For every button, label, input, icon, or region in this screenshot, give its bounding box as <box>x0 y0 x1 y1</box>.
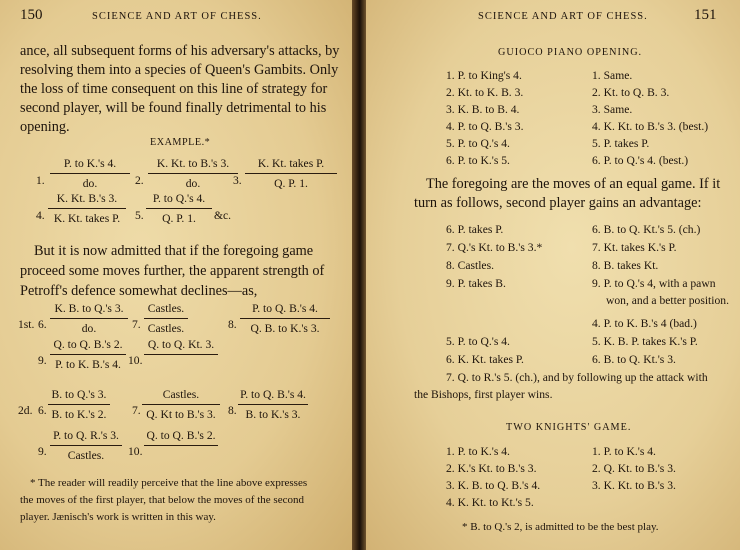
move-fraction <box>144 303 188 334</box>
move-fraction <box>50 303 128 334</box>
page-number-left: 150 <box>20 7 43 23</box>
move-black: 3. Same. <box>592 103 633 116</box>
move-top: Q. to Q. Kt. 3. <box>147 338 215 351</box>
footnote-line: the moves of the first player, that below the moves of the second <box>20 494 304 506</box>
move-number: 6. <box>38 318 47 331</box>
move-black: 1. P. to K.'s 4. <box>592 445 656 458</box>
move-top: Q. to Q. B.'s 2. <box>146 429 216 442</box>
move-black: 4. P. to K. B.'s 4 (bad.) <box>592 317 697 330</box>
move-fraction <box>50 339 126 370</box>
move-white: 7. Q.'s Kt. to B.'s 3.* <box>446 241 543 254</box>
move-bottom: B. to K.'s 3. <box>245 407 301 421</box>
move-number: 5. <box>135 209 144 222</box>
move-fraction <box>48 389 110 420</box>
move-white: 9. P. takes B. <box>446 277 506 290</box>
move-white: 4. K. Kt. to Kt.'s 5. <box>446 496 534 509</box>
move-top: P. to Q. B.'s 4. <box>252 302 318 315</box>
move-black: 5. P. takes P. <box>592 137 650 150</box>
running-head-right: SCIENCE AND ART OF CHESS. <box>478 11 648 22</box>
move-top: P. to Q. B.'s 4. <box>240 388 306 401</box>
move-white: 1. P. to K.'s 4. <box>446 445 510 458</box>
move-white: 5. P. to Q.'s 4. <box>446 335 510 348</box>
move-black: 2. Q. Kt. to B.'s 3. <box>592 462 676 475</box>
footnote: * B. to Q.'s 2, is admitted to be the best play. <box>462 521 659 533</box>
move-black: 6. P. to Q.'s 4. (best.) <box>592 154 689 167</box>
move-fraction <box>48 193 126 224</box>
intro-line: opening. <box>20 119 70 135</box>
move-top: K. B. to Q.'s 3. <box>54 302 124 315</box>
intro-line: the loss of time consequent on this line of strategy for <box>20 81 328 97</box>
move-fraction <box>238 389 308 420</box>
move-top: P. to Q. R.'s 3. <box>53 429 119 442</box>
move-white: 3. K. B. to B. 4. <box>446 103 520 116</box>
move-bottom: do. <box>82 176 98 190</box>
move-number: 1. <box>36 174 45 187</box>
running-head-left: SCIENCE AND ART OF CHESS. <box>92 11 262 22</box>
move-number: 10. <box>128 445 143 458</box>
move-top: Q. to Q. B.'s 2. <box>53 338 123 351</box>
mid-line: The foregoing are the moves of an equal game. If it <box>426 176 721 192</box>
move-black: 6. B. to Q. Kt.'s 3. <box>592 353 676 366</box>
mid-line: Petroff's defence somewhat declines—as, <box>20 283 258 299</box>
move-top: K. Kt. takes P. <box>257 157 325 170</box>
move-black: 1. Same. <box>592 69 633 82</box>
page-number-right: 151 <box>694 7 717 23</box>
left-page <box>0 0 352 550</box>
move-top: Castles. <box>162 388 200 401</box>
mid-line: proceed some moves further, the apparent strength of <box>20 263 325 279</box>
footnote-line: * The reader will readily perceive that the line above expresses <box>30 477 308 489</box>
move-fraction <box>148 158 238 189</box>
move-fraction <box>144 430 218 450</box>
move-black: 2. Kt. to Q. B. 3. <box>592 86 670 99</box>
variation-label: 2d. <box>18 404 33 417</box>
move-white: 6. P. to K.'s 5. <box>446 154 510 167</box>
move-top: B. to Q.'s 3. <box>51 388 107 401</box>
move-black: 7. Kt. takes K.'s P. <box>592 241 677 254</box>
move-number: 6. <box>38 404 47 417</box>
right-page <box>366 0 740 550</box>
move-bottom: K. Kt. takes P. <box>53 211 121 225</box>
intro-line: resolving them into a species of Queen's Gambits. Only <box>20 62 339 78</box>
move-note: won, and a better position. <box>606 294 729 307</box>
move-black: 4. K. Kt. to B.'s 3. (best.) <box>592 120 709 133</box>
move-top: K. Kt. B.'s 3. <box>56 192 118 205</box>
move-fraction <box>50 158 130 189</box>
move-number: 8. <box>228 404 237 417</box>
move-top: K. Kt. to B.'s 3. <box>156 157 230 170</box>
move-number: 3. <box>233 174 242 187</box>
move-white: 6. K. Kt. takes P. <box>446 353 524 366</box>
move-top: Castles. <box>147 302 185 315</box>
move-bottom: do. <box>81 321 97 335</box>
move-number: 9. <box>38 354 47 367</box>
etc-mark: &c. <box>214 209 232 222</box>
move-white: 2. K.'s Kt. to B.'s 3. <box>446 462 537 475</box>
move-number: 9. <box>38 445 47 458</box>
move-fraction <box>240 303 330 334</box>
opening-title: GUIOCO PIANO OPENING. <box>498 47 643 58</box>
move-bottom: Q. P. 1. <box>162 211 196 225</box>
knights-title: TWO KNIGHTS' GAME. <box>506 422 632 433</box>
move-bottom: Castles. <box>147 321 185 335</box>
move-white: 8. Castles. <box>446 259 494 272</box>
move-bottom: P. to K. B.'s 4. <box>55 357 121 371</box>
move-bottom: Castles. <box>67 448 105 462</box>
move-number: 7. <box>132 404 141 417</box>
move-fraction <box>50 430 122 461</box>
move-number: 10. <box>128 354 143 367</box>
intro-line: second player, will be found finally detrimental to his <box>20 100 327 116</box>
move-white: 1. P. to King's 4. <box>446 69 522 82</box>
move-black: 8. B. takes Kt. <box>592 259 659 272</box>
move-fraction <box>146 193 212 224</box>
move-bottom: Q. B. to K.'s 3. <box>250 321 320 335</box>
move-black: 3. K. Kt. to B.'s 3. <box>592 479 676 492</box>
move-bottom: do. <box>185 176 201 190</box>
move-bottom: B. to K.'s 2. <box>51 407 107 421</box>
move-white: 5. P. to Q.'s 4. <box>446 137 510 150</box>
move-top: P. to K.'s 4. <box>63 157 117 170</box>
move-bottom: Q. P. 1. <box>274 176 308 190</box>
move-white: 4. P. to Q. B.'s 3. <box>446 120 524 133</box>
mid-line: But it is now admitted that if the foregoing game <box>34 243 314 259</box>
move-black: 5. K. B. P. takes K.'s P. <box>592 335 698 348</box>
move-white: 3. K. B. to Q. B.'s 4. <box>446 479 541 492</box>
move-number: 7. <box>132 318 141 331</box>
tail-line: 7. Q. to R.'s 5. (ch.), and by following up the attack with <box>446 371 708 384</box>
move-number: 4. <box>36 209 45 222</box>
move-fraction <box>245 158 337 189</box>
move-white: 6. P. takes P. <box>446 223 504 236</box>
move-black: 6. B. to Q. Kt.'s 5. (ch.) <box>592 223 701 236</box>
example-heading: EXAMPLE.* <box>150 137 211 148</box>
footnote-line: player. Jænisch's work is written in this way. <box>20 511 216 523</box>
mid-line: turn as follows, second player gains an advantage: <box>414 195 702 211</box>
move-number: 2. <box>135 174 144 187</box>
variation-label: 1st. <box>18 318 35 331</box>
intro-line: ance, all subsequent forms of his adversary's attacks, by <box>20 43 340 59</box>
tail-line: the Bishops, first player wins. <box>414 388 553 401</box>
move-bottom: Q. Kt to B.'s 3. <box>146 407 216 421</box>
move-top: P. to Q.'s 4. <box>152 192 206 205</box>
move-number: 8. <box>228 318 237 331</box>
move-fraction <box>142 389 220 420</box>
move-white: 2. Kt. to K. B. 3. <box>446 86 524 99</box>
move-black: 9. P. to Q.'s 4, with a pawn <box>592 277 716 290</box>
move-fraction <box>144 339 218 359</box>
